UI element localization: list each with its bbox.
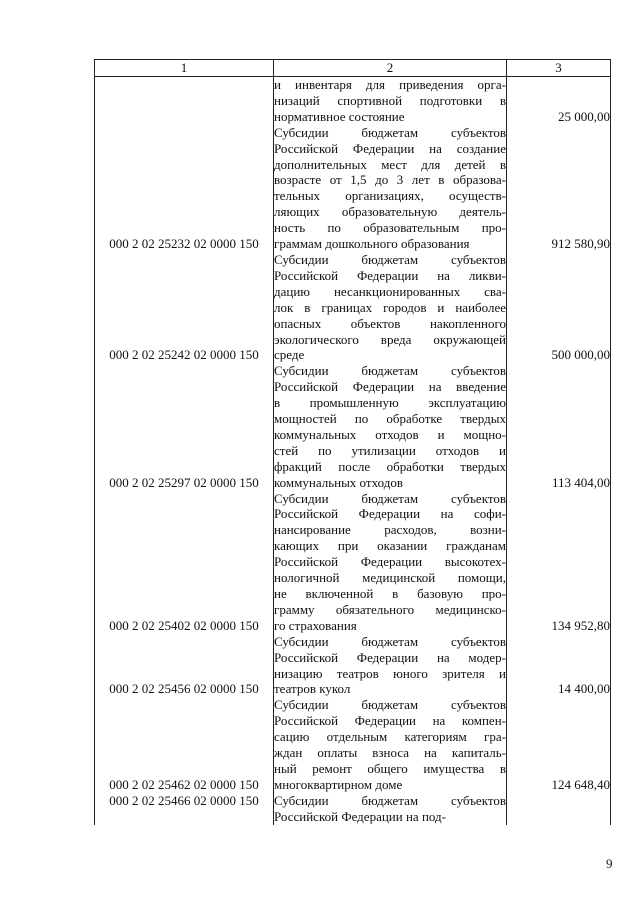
description-line: Российской Федерации на введение (274, 379, 506, 395)
amount-value: 113 404,00 (507, 363, 611, 490)
item-description (274, 634, 507, 698)
column-header-3: 3 (507, 60, 611, 77)
description-line: ждан оплаты взноса на капиталь- (274, 745, 506, 761)
table-body (95, 77, 611, 825)
item-description (274, 125, 507, 252)
classification-code: 000 2 02 25462 02 0000 150 (95, 697, 274, 792)
description-line: Субсидии бюджетам субъектов (274, 251, 506, 267)
description-line: ность по образовательным про- (274, 220, 506, 236)
classification-code: 000 2 02 25402 02 0000 150 (95, 491, 274, 634)
description-line: сацию отдельным категориям гра- (274, 729, 506, 745)
page-number: 9 (606, 856, 613, 871)
description-line: в промышленную эксплуатацию (274, 395, 506, 411)
classification-code: 000 2 02 25456 02 0000 150 (95, 634, 274, 698)
description-line: грамму обязательного медицинско- (274, 601, 506, 617)
budget-table (94, 59, 611, 825)
description-line: дополнительных мест для детей в (274, 156, 506, 172)
table-row (95, 77, 611, 125)
description-line: нансирование расходов, возни- (274, 522, 506, 538)
description-line: Российской Федерации на создание (274, 140, 506, 156)
table-row (95, 793, 611, 825)
description-line: стей по утилизации отходов и (274, 442, 506, 458)
description-line: и инвентаря для приведения орга- (274, 77, 506, 92)
description-line: Субсидии бюджетам субъектов (274, 363, 506, 379)
table-row (95, 697, 611, 792)
description-line: Российской Федерации на ликви- (274, 267, 506, 283)
amount-value: 500 000,00 (507, 252, 611, 363)
description-line: кающих при оказании гражданам (274, 538, 506, 554)
amount-value: 912 580,90 (507, 125, 611, 252)
description-line: Субсидии бюджетам субъектов (274, 792, 506, 808)
table-row (95, 634, 611, 698)
description-line: Российской Федерации на компен- (274, 713, 506, 729)
header-row (95, 60, 611, 77)
description-line: коммунальных отходов (274, 474, 403, 490)
classification-code: 000 2 02 25242 02 0000 150 (95, 252, 274, 363)
item-description (274, 491, 507, 634)
description-line: го страхования (274, 617, 357, 633)
description-line: опасных объектов накопленного (274, 315, 506, 331)
description-line: дацию несанкционированных сва- (274, 283, 506, 299)
description-line: Субсидии бюджетам субъектов (274, 633, 506, 649)
item-description (274, 793, 507, 825)
description-line: Российской Федерации на софи- (274, 506, 506, 522)
item-description (274, 697, 507, 792)
description-line: Субсидии бюджетам субъектов (274, 697, 506, 713)
description-line: нормативное состояние (274, 108, 405, 124)
description-line: Субсидии бюджетам субъектов (274, 124, 506, 140)
classification-code: 000 2 02 25466 02 0000 150 (95, 793, 274, 825)
description-line: возрасте от 1,5 до 3 лет в образова- (274, 172, 506, 188)
amount-value: 25 000,00 (507, 77, 611, 125)
description-line: Российской Федерации на модер- (274, 649, 506, 665)
description-line: ный ремонт общего имущества в (274, 760, 506, 776)
description-line: ляющих образовательную деятель- (274, 204, 506, 220)
classification-code (95, 77, 274, 125)
description-line: граммам дошкольного образования (274, 236, 470, 252)
description-line: лок в границах городов и наиболее (274, 299, 506, 315)
description-line: коммунальных отходов и мощно- (274, 426, 506, 442)
description-line: фракций после обработки твердых (274, 458, 506, 474)
table-row (95, 125, 611, 252)
column-header-1: 1 (95, 60, 274, 77)
classification-code: 000 2 02 25297 02 0000 150 (95, 363, 274, 490)
amount-value: 134 952,80 (507, 491, 611, 634)
description-line: низаций спортивной подготовки в (274, 92, 506, 108)
description-line: тельных организациях, осуществ- (274, 188, 506, 204)
amount-value: 124 648,40 (507, 697, 611, 792)
description-line: Субсидии бюджетам субъектов (274, 490, 506, 506)
table-row (95, 363, 611, 490)
description-line: низацию театров юного зрителя и (274, 665, 506, 681)
description-line: театров кукол (274, 681, 351, 697)
description-line: экологического вреда окружающей (274, 331, 506, 347)
description-line: мощностей по обработке твердых (274, 411, 506, 427)
item-description (274, 363, 507, 490)
item-description (274, 77, 507, 125)
description-line: многоквартирном доме (274, 776, 403, 792)
description-line: Российской Федерации на под- (274, 808, 446, 824)
amount-value (507, 793, 611, 825)
description-line: среде (274, 347, 305, 363)
item-description (274, 252, 507, 363)
description-line: Российской Федерации высокотех- (274, 554, 506, 570)
description-line: не включенной в базовую про- (274, 586, 506, 601)
amount-value: 14 400,00 (507, 634, 611, 698)
classification-code: 000 2 02 25232 02 0000 150 (95, 125, 274, 252)
description-line: нологичной медицинской помощи, (274, 570, 506, 586)
column-header-2: 2 (274, 60, 507, 77)
table-row (95, 252, 611, 363)
table-row (95, 491, 611, 634)
